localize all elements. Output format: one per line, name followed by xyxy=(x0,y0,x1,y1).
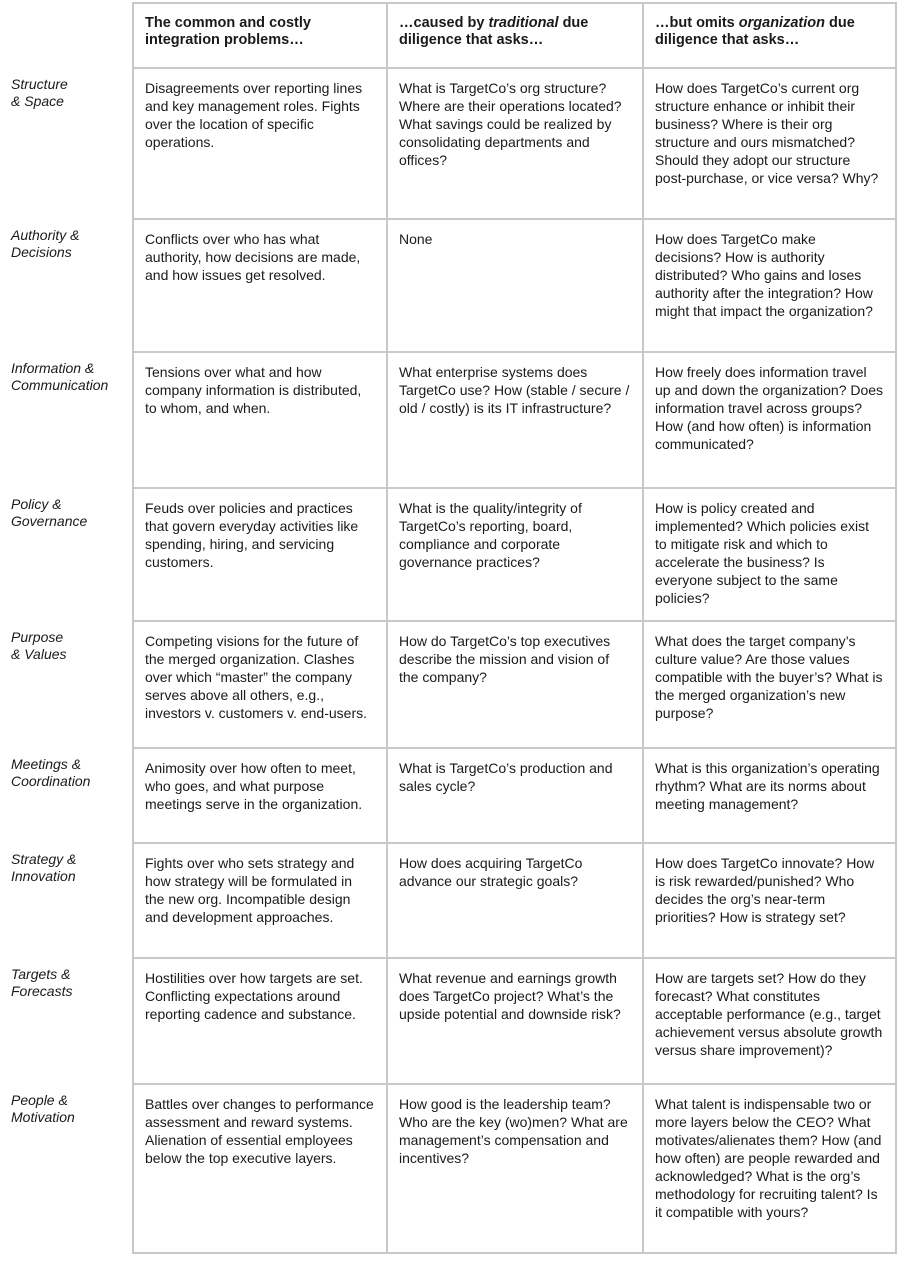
organization-cell: What does the target company’s culture value? Are those values compatible with the buyer’s? What is the merged organization’s new purpose? xyxy=(642,620,897,747)
organization-cell: What talent is indispensable two or more layers below the CEO? What motivates/alienates them? How (and how often) are people rewarded and acknowledged? What is the org’s methodology for recruiting talent? Is it compatible with yours? xyxy=(642,1083,897,1254)
header-organization-pre: …but omits xyxy=(655,15,739,31)
traditional-cell: How do TargetCo’s top executives describe the mission and vision of the company? xyxy=(386,620,642,747)
header-traditional xyxy=(386,2,642,67)
row-label: Meetings & Coordination xyxy=(11,756,91,789)
due-diligence-table xyxy=(0,2,902,1254)
table-row xyxy=(0,957,902,1083)
organization-cell: How freely does information travel up and down the organization? Does information travel across groups? How (and how often) is information communicated? xyxy=(642,351,897,487)
row-label: Information & Communication xyxy=(11,360,109,393)
organization-cell: How does TargetCo innovate? How is risk rewarded/punished? Who decides the org’s near-term priorities? How is strategy set? xyxy=(642,842,897,957)
header-organization-post: due diligence that asks… xyxy=(655,15,855,48)
organization-cell: What is this organization’s operating rhythm? What are its norms about meeting management? xyxy=(642,747,897,842)
traditional-cell: What is TargetCo’s production and sales cycle? xyxy=(386,747,642,842)
organization-cell: How are targets set? How do they forecast? What constitutes acceptable performance (e.g., target achievement versus absolute growth versus share improvement)? xyxy=(642,957,897,1083)
problems-cell: Battles over changes to performance assessment and reward systems. Alienation of essential employees below the top executive layers. xyxy=(132,1083,386,1254)
table-row xyxy=(0,67,902,218)
table-row xyxy=(0,620,902,747)
row-label: People & Motivation xyxy=(11,1092,75,1125)
header-traditional-post: due diligence that asks… xyxy=(399,15,589,48)
table-row xyxy=(0,218,902,351)
table-row xyxy=(0,1083,902,1254)
row-label: Policy & Governance xyxy=(11,496,88,529)
row-label: Purpose & Values xyxy=(11,629,67,662)
problems-cell: Feuds over policies and practices that govern everyday activities like spending, hiring, and servicing customers. xyxy=(132,487,386,620)
traditional-cell: What revenue and earnings growth does TargetCo project? What’s the upside potential and downside risk? xyxy=(386,957,642,1083)
table-row xyxy=(0,747,902,842)
header-blank xyxy=(0,2,132,67)
header-traditional-em: traditional xyxy=(488,15,559,31)
problems-cell: Tensions over what and how company information is distributed, to whom, and when. xyxy=(132,351,386,487)
row-label: Authority & Decisions xyxy=(11,227,80,260)
problems-cell: Conflicts over who has what authority, how decisions are made, and how issues get resolved. xyxy=(132,218,386,351)
header-problems xyxy=(132,2,386,67)
problems-cell: Fights over who sets strategy and how strategy will be formulated in the new org. Incompatible design and development approaches. xyxy=(132,842,386,957)
organization-cell: How does TargetCo’s current org structure enhance or inhibit their business? Where is their org structure and ours mismatched? Should they adopt our structure post-purchase, or vice versa? Why? xyxy=(642,67,897,218)
table-row xyxy=(0,351,902,487)
traditional-cell: What is the quality/integrity of TargetCo’s reporting, board, compliance and corporate governance practices? xyxy=(386,487,642,620)
row-label: Strategy & Innovation xyxy=(11,851,77,884)
traditional-cell: How good is the leadership team? Who are the key (wo)men? What are management’s compensation and incentives? xyxy=(386,1083,642,1254)
problems-cell: Animosity over how often to meet, who goes, and what purpose meetings serve in the organization. xyxy=(132,747,386,842)
problems-cell: Hostilities over how targets are set. Conflicting expectations around reporting cadence and substance. xyxy=(132,957,386,1083)
row-label: Targets & Forecasts xyxy=(11,966,73,999)
header-problems-text: The common and costly integration problems… xyxy=(145,15,311,48)
problems-cell: Competing visions for the future of the merged organization. Clashes over which “master” the company serves above all others, e.g., investors v. customers v. end-users. xyxy=(132,620,386,747)
traditional-cell: What is TargetCo’s org structure? Where are their operations located? What savings could be realized by consolidating departments and offices? xyxy=(386,67,642,218)
traditional-cell: What enterprise systems does TargetCo use? How (stable / secure / old / costly) is its IT infrastructure? xyxy=(386,351,642,487)
traditional-cell: None xyxy=(386,218,642,351)
header-traditional-pre: …caused by xyxy=(399,15,489,31)
header-organization-em: organization xyxy=(738,15,825,31)
header-organization xyxy=(642,2,897,67)
table-row xyxy=(0,487,902,620)
problems-cell: Disagreements over reporting lines and key management roles. Fights over the location of specific operations. xyxy=(132,67,386,218)
row-label: Structure & Space xyxy=(11,76,68,109)
organization-cell: How is policy created and implemented? Which policies exist to mitigate risk and which to accelerate the business? Is everyone subject to the same policies? xyxy=(642,487,897,620)
header-row xyxy=(0,2,902,67)
table-row xyxy=(0,842,902,957)
organization-cell: How does TargetCo make decisions? How is authority distributed? Who gains and loses authority after the integration? How might that impact the organization? xyxy=(642,218,897,351)
traditional-cell: How does acquiring TargetCo advance our strategic goals? xyxy=(386,842,642,957)
